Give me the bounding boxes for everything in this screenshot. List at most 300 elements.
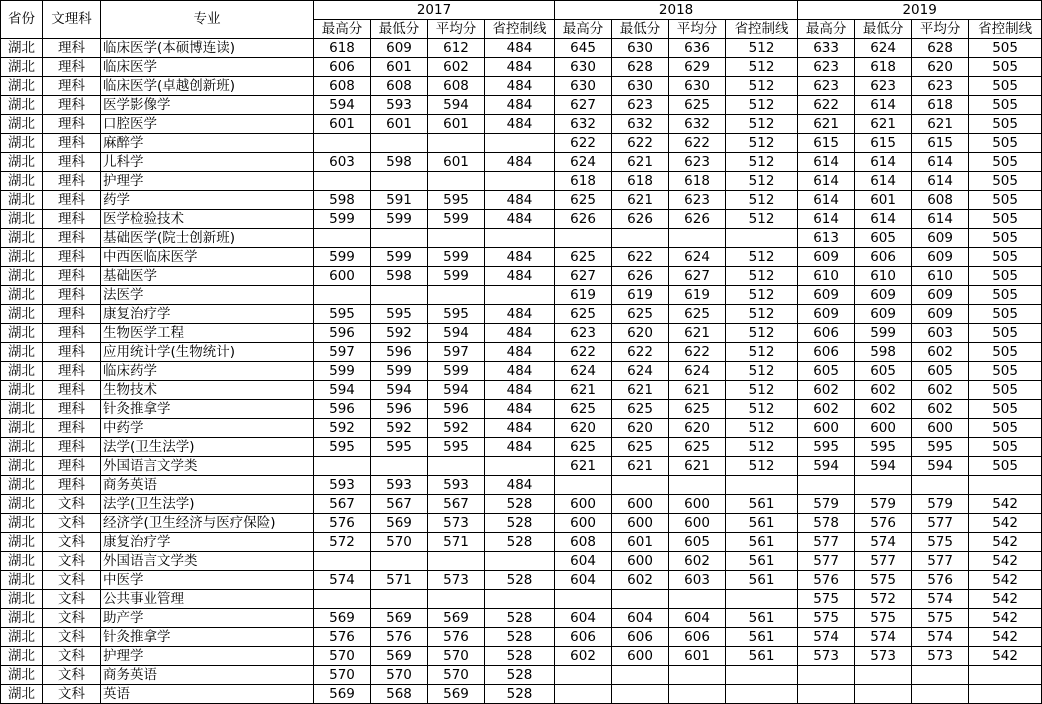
cell-major: 针灸推拿学 [101, 400, 314, 419]
cell-major: 商务英语 [101, 476, 314, 495]
cell-province: 湖北 [1, 647, 43, 666]
cell-2018-avg: 632 [669, 115, 726, 134]
cell-2019-max: 614 [798, 210, 855, 229]
header-max-score: 最高分 [314, 20, 371, 39]
cell-2019-max: 614 [798, 153, 855, 172]
cell-2017-control: 484 [485, 96, 555, 115]
cell-2018-control: 512 [726, 191, 798, 210]
cell-track: 文科 [43, 628, 101, 647]
cell-province: 湖北 [1, 115, 43, 134]
cell-2019-min: 614 [855, 153, 912, 172]
cell-track: 理科 [43, 248, 101, 267]
cell-2017-max: 576 [314, 628, 371, 647]
cell-track: 理科 [43, 381, 101, 400]
cell-2018-control [726, 229, 798, 248]
cell-2019-control: 505 [969, 381, 1042, 400]
cell-major: 医学检验技术 [101, 210, 314, 229]
cell-2019-min: 602 [855, 381, 912, 400]
cell-2017-control [485, 229, 555, 248]
cell-2017-min: 568 [371, 685, 428, 704]
cell-province: 湖北 [1, 533, 43, 552]
cell-province: 湖北 [1, 457, 43, 476]
cell-2017-control: 484 [485, 115, 555, 134]
cell-2017-min: 601 [371, 115, 428, 134]
cell-2018-control: 512 [726, 134, 798, 153]
cell-2017-min: 601 [371, 58, 428, 77]
cell-2017-avg: 593 [428, 476, 485, 495]
table-row [1, 495, 1042, 514]
cell-2019-min: 576 [855, 514, 912, 533]
cell-major: 外国语言文学类 [101, 552, 314, 571]
cell-2018-control: 512 [726, 96, 798, 115]
cell-2019-max: 578 [798, 514, 855, 533]
cell-2017-avg: 601 [428, 153, 485, 172]
cell-2018-avg [669, 685, 726, 704]
cell-major: 基础医学(院士创新班) [101, 229, 314, 248]
cell-2017-max: 592 [314, 419, 371, 438]
cell-2019-avg: 609 [912, 248, 969, 267]
cell-2017-min: 599 [371, 248, 428, 267]
cell-2019-control: 505 [969, 134, 1042, 153]
cell-2017-control: 528 [485, 514, 555, 533]
cell-2018-min: 623 [612, 96, 669, 115]
cell-2018-min: 632 [612, 115, 669, 134]
cell-major: 中西医临床医学 [101, 248, 314, 267]
cell-2019-control: 505 [969, 457, 1042, 476]
cell-2017-avg: 570 [428, 647, 485, 666]
cell-2018-min: 624 [612, 362, 669, 381]
cell-2017-avg: 599 [428, 248, 485, 267]
cell-2018-min: 618 [612, 172, 669, 191]
cell-2018-min: 602 [612, 571, 669, 590]
cell-2017-control: 484 [485, 248, 555, 267]
cell-2019-control: 505 [969, 115, 1042, 134]
cell-track: 理科 [43, 96, 101, 115]
cell-2018-avg [669, 590, 726, 609]
table-row [1, 305, 1042, 324]
cell-2019-min: 577 [855, 552, 912, 571]
cell-2017-min: 596 [371, 343, 428, 362]
header-max-score: 最高分 [798, 20, 855, 39]
header-province: 省份 [1, 1, 43, 39]
cell-major: 护理学 [101, 172, 314, 191]
cell-2019-min: 602 [855, 400, 912, 419]
cell-2017-max [314, 457, 371, 476]
cell-2018-avg: 604 [669, 609, 726, 628]
cell-2017-avg: 571 [428, 533, 485, 552]
cell-2018-control: 512 [726, 58, 798, 77]
cell-track: 文科 [43, 495, 101, 514]
cell-2017-max: 574 [314, 571, 371, 590]
cell-2019-max: 610 [798, 267, 855, 286]
cell-track: 理科 [43, 324, 101, 343]
table-row [1, 191, 1042, 210]
cell-2019-avg: 621 [912, 115, 969, 134]
cell-2017-min [371, 229, 428, 248]
cell-2017-max [314, 590, 371, 609]
cell-province: 湖北 [1, 685, 43, 704]
cell-2019-control: 505 [969, 419, 1042, 438]
cell-2018-control: 512 [726, 324, 798, 343]
cell-2019-control: 505 [969, 438, 1042, 457]
cell-2018-min: 622 [612, 248, 669, 267]
cell-2017-max: 570 [314, 666, 371, 685]
cell-2018-min: 600 [612, 647, 669, 666]
cell-2018-min [612, 229, 669, 248]
cell-2019-max: 602 [798, 381, 855, 400]
cell-2019-min: 618 [855, 58, 912, 77]
cell-2017-control: 528 [485, 495, 555, 514]
cell-2018-control [726, 476, 798, 495]
cell-2017-avg: 601 [428, 115, 485, 134]
cell-track: 文科 [43, 609, 101, 628]
cell-2017-avg: 594 [428, 381, 485, 400]
cell-province: 湖北 [1, 381, 43, 400]
cell-2019-avg: 618 [912, 96, 969, 115]
cell-major: 英语 [101, 685, 314, 704]
cell-2018-max: 627 [555, 267, 612, 286]
cell-2018-max: 627 [555, 96, 612, 115]
cell-2017-avg: 595 [428, 305, 485, 324]
cell-province: 湖北 [1, 666, 43, 685]
cell-2018-max [555, 590, 612, 609]
cell-2017-min: 592 [371, 419, 428, 438]
cell-2018-max: 623 [555, 324, 612, 343]
cell-2019-min: 598 [855, 343, 912, 362]
cell-2019-avg: 600 [912, 419, 969, 438]
cell-2018-max: 625 [555, 438, 612, 457]
cell-2018-min: 622 [612, 343, 669, 362]
cell-2019-max: 577 [798, 533, 855, 552]
cell-2019-control: 505 [969, 324, 1042, 343]
cell-2017-avg: 597 [428, 343, 485, 362]
table-row [1, 457, 1042, 476]
cell-2018-max: 604 [555, 552, 612, 571]
cell-2019-control [969, 685, 1042, 704]
cell-2018-max [555, 685, 612, 704]
header-min-score: 最低分 [855, 20, 912, 39]
cell-2019-max: 606 [798, 324, 855, 343]
header-min-score: 最低分 [612, 20, 669, 39]
cell-2019-min: 594 [855, 457, 912, 476]
cell-2019-control [969, 476, 1042, 495]
cell-2017-min [371, 134, 428, 153]
cell-2019-control: 542 [969, 628, 1042, 647]
cell-track: 理科 [43, 39, 101, 58]
cell-2017-max: 572 [314, 533, 371, 552]
cell-2017-max: 597 [314, 343, 371, 362]
cell-track: 理科 [43, 172, 101, 191]
table-row [1, 419, 1042, 438]
cell-2019-control: 505 [969, 343, 1042, 362]
cell-2019-avg: 602 [912, 381, 969, 400]
cell-track: 文科 [43, 590, 101, 609]
cell-2019-min: 609 [855, 286, 912, 305]
header-avg-score: 平均分 [428, 20, 485, 39]
cell-2018-max: 604 [555, 571, 612, 590]
table-row [1, 514, 1042, 533]
cell-2018-control: 512 [726, 381, 798, 400]
cell-2017-control: 528 [485, 647, 555, 666]
cell-track: 文科 [43, 647, 101, 666]
cell-2017-max: 594 [314, 96, 371, 115]
table-row [1, 609, 1042, 628]
cell-2019-avg [912, 476, 969, 495]
cell-2019-control: 542 [969, 533, 1042, 552]
cell-2017-min: 593 [371, 476, 428, 495]
cell-2019-control: 542 [969, 495, 1042, 514]
cell-2018-max [555, 229, 612, 248]
cell-2018-control: 561 [726, 647, 798, 666]
cell-2019-avg: 575 [912, 533, 969, 552]
cell-2018-max: 624 [555, 153, 612, 172]
cell-2018-avg: 625 [669, 96, 726, 115]
cell-track: 理科 [43, 153, 101, 172]
cell-2018-avg: 625 [669, 400, 726, 419]
cell-2019-min [855, 685, 912, 704]
cell-2019-avg: 605 [912, 362, 969, 381]
cell-2017-control: 484 [485, 305, 555, 324]
cell-2019-max: 609 [798, 286, 855, 305]
cell-2019-avg: 574 [912, 628, 969, 647]
cell-2019-control: 505 [969, 305, 1042, 324]
header-avg-score: 平均分 [912, 20, 969, 39]
table-body [1, 39, 1042, 704]
table-row [1, 590, 1042, 609]
cell-major: 儿科学 [101, 153, 314, 172]
cell-2018-min: 600 [612, 552, 669, 571]
cell-2017-min: 576 [371, 628, 428, 647]
cell-track: 理科 [43, 305, 101, 324]
cell-2017-avg [428, 229, 485, 248]
cell-2017-control: 484 [485, 58, 555, 77]
cell-2017-min: 596 [371, 400, 428, 419]
cell-2018-control: 561 [726, 533, 798, 552]
table-row [1, 134, 1042, 153]
header-control-line: 省控制线 [726, 20, 798, 39]
cell-2017-max: 606 [314, 58, 371, 77]
cell-2018-avg: 624 [669, 248, 726, 267]
cell-2017-max [314, 172, 371, 191]
cell-2019-avg: 602 [912, 343, 969, 362]
cell-2018-max: 602 [555, 647, 612, 666]
cell-2017-max: 603 [314, 153, 371, 172]
cell-province: 湖北 [1, 134, 43, 153]
cell-2018-max: 608 [555, 533, 612, 552]
cell-2017-min: 599 [371, 362, 428, 381]
cell-2019-max: 575 [798, 609, 855, 628]
cell-track: 理科 [43, 58, 101, 77]
cell-2017-control [485, 457, 555, 476]
cell-province: 湖北 [1, 39, 43, 58]
cell-2018-avg: 626 [669, 210, 726, 229]
cell-2018-control: 512 [726, 305, 798, 324]
cell-2018-control: 561 [726, 514, 798, 533]
cell-2017-control: 484 [485, 210, 555, 229]
cell-2017-min: 594 [371, 381, 428, 400]
cell-2019-max: 614 [798, 191, 855, 210]
cell-2017-max: 596 [314, 324, 371, 343]
cell-2017-control: 528 [485, 666, 555, 685]
cell-2018-min: 622 [612, 134, 669, 153]
cell-major: 麻醉学 [101, 134, 314, 153]
cell-2018-control [726, 685, 798, 704]
cell-2018-control: 561 [726, 552, 798, 571]
cell-2017-max: 608 [314, 77, 371, 96]
cell-2017-max: 570 [314, 647, 371, 666]
cell-province: 湖北 [1, 476, 43, 495]
header-max-score: 最高分 [555, 20, 612, 39]
cell-2017-avg: 612 [428, 39, 485, 58]
cell-2019-min: 614 [855, 210, 912, 229]
cell-2019-max: 579 [798, 495, 855, 514]
cell-2018-avg: 624 [669, 362, 726, 381]
cell-2019-max: 615 [798, 134, 855, 153]
cell-2018-min: 630 [612, 77, 669, 96]
cell-2018-max: 624 [555, 362, 612, 381]
cell-2017-avg: 576 [428, 628, 485, 647]
cell-track: 文科 [43, 552, 101, 571]
cell-province: 湖北 [1, 609, 43, 628]
cell-2018-control [726, 666, 798, 685]
cell-province: 湖北 [1, 77, 43, 96]
cell-2019-control: 542 [969, 647, 1042, 666]
cell-2019-avg: 573 [912, 647, 969, 666]
cell-2017-control: 484 [485, 438, 555, 457]
cell-2018-max: 622 [555, 343, 612, 362]
cell-major: 商务英语 [101, 666, 314, 685]
cell-province: 湖北 [1, 58, 43, 77]
cell-2018-avg: 629 [669, 58, 726, 77]
cell-2017-avg: 573 [428, 571, 485, 590]
cell-2017-avg: 599 [428, 267, 485, 286]
header-control-line: 省控制线 [485, 20, 555, 39]
cell-2017-min: 593 [371, 96, 428, 115]
table-row [1, 400, 1042, 419]
cell-2018-avg [669, 476, 726, 495]
cell-2017-min: 598 [371, 153, 428, 172]
cell-2018-min [612, 476, 669, 495]
table-row [1, 438, 1042, 457]
cell-2019-max: 573 [798, 647, 855, 666]
cell-2017-max: 599 [314, 362, 371, 381]
cell-2019-min: 575 [855, 609, 912, 628]
cell-2018-max: 620 [555, 419, 612, 438]
cell-major: 针灸推拿学 [101, 628, 314, 647]
cell-2019-avg: 608 [912, 191, 969, 210]
cell-2017-avg: 594 [428, 324, 485, 343]
cell-2019-avg: 595 [912, 438, 969, 457]
cell-2018-max: 621 [555, 381, 612, 400]
header-row-years [1, 1, 1042, 20]
cell-2018-avg: 621 [669, 324, 726, 343]
cell-2019-min: 601 [855, 191, 912, 210]
cell-major: 康复治疗学 [101, 305, 314, 324]
cell-province: 湖北 [1, 514, 43, 533]
cell-2018-control: 512 [726, 362, 798, 381]
cell-2017-max: 576 [314, 514, 371, 533]
cell-2018-min: 625 [612, 305, 669, 324]
cell-2019-avg: 603 [912, 324, 969, 343]
cell-2017-control [485, 286, 555, 305]
cell-2017-min: 592 [371, 324, 428, 343]
cell-major: 医学影像学 [101, 96, 314, 115]
cell-province: 湖北 [1, 267, 43, 286]
cell-2018-max: 600 [555, 495, 612, 514]
cell-2019-avg: 574 [912, 590, 969, 609]
cell-major: 临床医学 [101, 58, 314, 77]
cell-2018-control: 512 [726, 267, 798, 286]
cell-2019-max: 600 [798, 419, 855, 438]
cell-2017-avg: 602 [428, 58, 485, 77]
cell-2019-avg: 577 [912, 552, 969, 571]
cell-2017-avg [428, 552, 485, 571]
cell-2019-min [855, 476, 912, 495]
cell-2018-avg: 606 [669, 628, 726, 647]
table-row [1, 210, 1042, 229]
cell-major: 法医学 [101, 286, 314, 305]
cell-2019-min: 614 [855, 96, 912, 115]
table-row [1, 362, 1042, 381]
table-row [1, 552, 1042, 571]
cell-2019-max: 594 [798, 457, 855, 476]
cell-2018-min [612, 685, 669, 704]
cell-2019-avg [912, 666, 969, 685]
cell-2017-min: 570 [371, 666, 428, 685]
cell-province: 湖北 [1, 419, 43, 438]
table-row [1, 229, 1042, 248]
cell-province: 湖北 [1, 172, 43, 191]
cell-2019-control: 542 [969, 609, 1042, 628]
cell-track: 理科 [43, 457, 101, 476]
cell-2019-min: 579 [855, 495, 912, 514]
table-row [1, 343, 1042, 362]
cell-2018-min: 621 [612, 381, 669, 400]
cell-2017-min: 569 [371, 514, 428, 533]
cell-2018-avg: 618 [669, 172, 726, 191]
cell-2017-control: 484 [485, 362, 555, 381]
cell-2018-avg: 625 [669, 305, 726, 324]
cell-major: 法学(卫生法学) [101, 495, 314, 514]
cell-major: 临床药学 [101, 362, 314, 381]
cell-2017-min [371, 286, 428, 305]
cell-2017-max: 601 [314, 115, 371, 134]
cell-2018-avg: 603 [669, 571, 726, 590]
cell-2019-max: 614 [798, 172, 855, 191]
cell-track: 文科 [43, 533, 101, 552]
cell-2017-avg [428, 286, 485, 305]
cell-2017-control: 528 [485, 628, 555, 647]
cell-2018-avg: 623 [669, 191, 726, 210]
cell-2017-control: 528 [485, 685, 555, 704]
cell-2019-avg: 609 [912, 229, 969, 248]
cell-2019-control: 505 [969, 362, 1042, 381]
cell-2019-min: 614 [855, 172, 912, 191]
cell-province: 湖北 [1, 571, 43, 590]
cell-2018-control: 512 [726, 210, 798, 229]
cell-2019-max [798, 666, 855, 685]
cell-2017-max [314, 229, 371, 248]
cell-2018-avg: 600 [669, 514, 726, 533]
cell-2018-control: 561 [726, 628, 798, 647]
cell-2019-max [798, 476, 855, 495]
cell-2019-control: 505 [969, 400, 1042, 419]
cell-2019-max: 613 [798, 229, 855, 248]
cell-major: 法学(卫生法学) [101, 438, 314, 457]
cell-2019-min: 572 [855, 590, 912, 609]
cell-2019-min: 606 [855, 248, 912, 267]
cell-2019-min: 610 [855, 267, 912, 286]
